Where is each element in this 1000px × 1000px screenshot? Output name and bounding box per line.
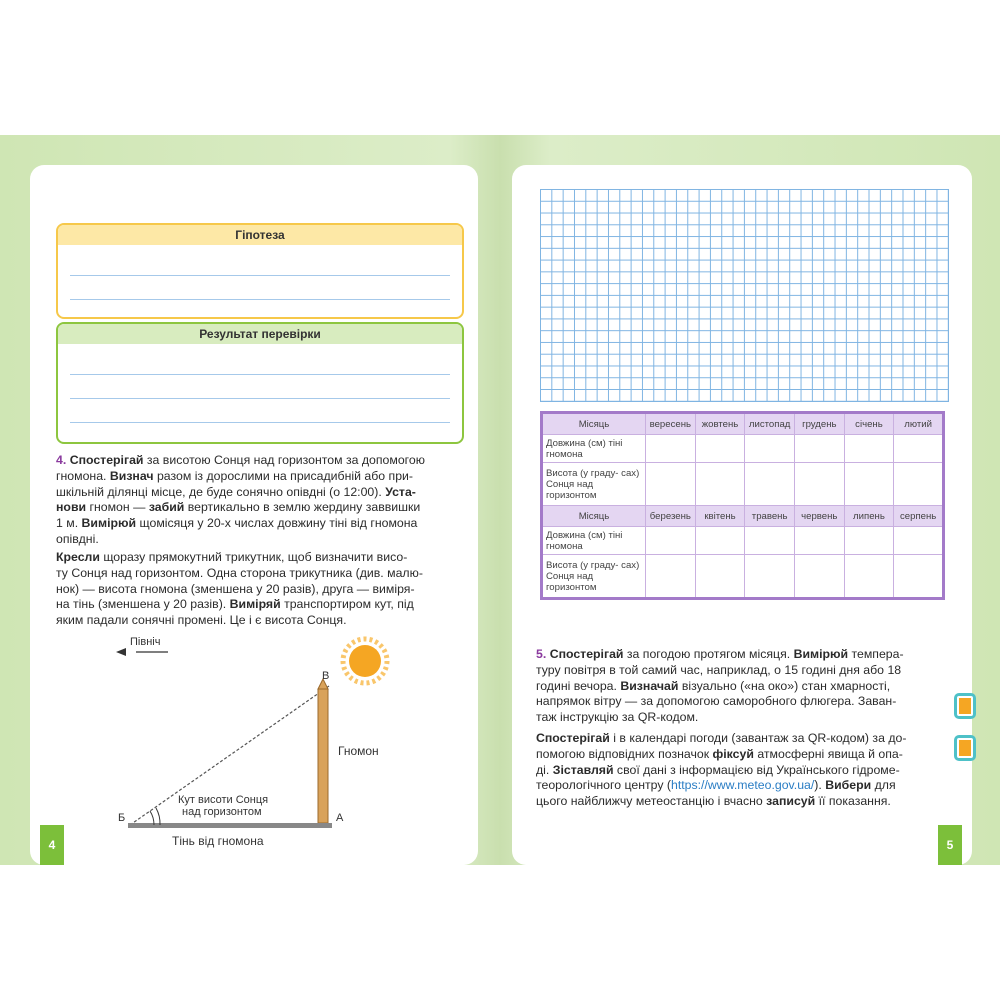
emphasis-text: Спостерігай (536, 731, 610, 745)
body-text: теорологічного центру ( (536, 778, 671, 793)
emphasis-text: Вимірюй (793, 647, 849, 661)
page-number-left: 4 (40, 825, 64, 865)
writing-line[interactable] (70, 398, 450, 399)
table-input-cell[interactable] (695, 435, 745, 463)
body-text: гномон — (86, 500, 149, 515)
table-header-cell: липень (844, 506, 894, 527)
observation-table (540, 411, 945, 600)
body-text: темпера- (848, 647, 904, 661)
table-header-cell: січень (844, 413, 894, 435)
table-input-cell[interactable] (894, 527, 944, 555)
table-input-cell[interactable] (794, 527, 844, 555)
emphasis-text: Виміряй (229, 597, 281, 612)
hypothesis-title: Гіпотеза (58, 225, 462, 245)
writing-line[interactable] (70, 275, 450, 276)
table-header-cell: серпень (894, 506, 944, 527)
body-text: опівдні. (56, 531, 99, 546)
table-input-cell[interactable] (894, 435, 944, 463)
qr-code-icon[interactable] (954, 693, 976, 719)
body-text: за погодою протягом місяця. (623, 647, 794, 661)
row-label-shadow-length: Довжина (см) тіні гномона (542, 435, 646, 463)
body-text: туру повітря в той самий час, наприклад, о 15 годині дня або 18 (536, 662, 902, 677)
body-text: нок) — висота гномона (зменшена у 20 разів), друга — виміря- (56, 581, 415, 596)
emphasis-text: записуй (766, 794, 816, 809)
body-text: 1 м. (56, 516, 82, 531)
writing-line[interactable] (70, 422, 450, 423)
angle-label-2: над горизонтом (182, 806, 262, 818)
table-header-cell: листопад (745, 413, 795, 435)
point-b-label: B (322, 670, 330, 682)
graph-paper-grid[interactable] (540, 189, 949, 402)
table-input-cell[interactable] (844, 527, 894, 555)
table-input-cell[interactable] (695, 527, 745, 555)
body-text: її показання. (815, 794, 891, 809)
result-box (56, 322, 464, 444)
north-label: Північ (130, 636, 161, 648)
hypothesis-box (56, 223, 464, 319)
table-input-cell[interactable] (695, 555, 745, 599)
table-header-cell: грудень (794, 413, 844, 435)
table-input-cell[interactable] (844, 555, 894, 599)
task-4-paragraph-1 (56, 453, 466, 548)
gnomon-diagram (30, 627, 478, 857)
body-text: помогою відповідних позначок (536, 746, 713, 761)
body-text: для (871, 778, 896, 793)
left-page (30, 165, 478, 865)
emphasis-text: Визнач (109, 468, 154, 483)
body-text: ). (814, 778, 826, 793)
emphasis-text: Спостерігай (69, 453, 144, 467)
row-label-sun-height: Висота (у граду- сах) Сонця над горизонтом (542, 555, 646, 599)
task-4-paragraph-2 (56, 550, 466, 629)
body-text: вертикально в землю жердину заввишки (184, 500, 421, 515)
task-5-paragraph-1 (536, 647, 956, 726)
task-number: 5. (536, 647, 550, 661)
table-input-cell[interactable] (745, 463, 795, 506)
writing-line[interactable] (70, 299, 450, 300)
body-text: годині вечора. (536, 678, 621, 693)
body-text: напрямок вітру — за допомогою саморобного флюгера. Заван- (536, 694, 897, 709)
body-text: цього найближчу метеостанцію і вчасно (536, 794, 767, 809)
writing-line[interactable] (70, 374, 450, 375)
table-header-cell: червень (794, 506, 844, 527)
table-input-cell[interactable] (745, 527, 795, 555)
body-text: яким падали сонячні промені. Це і є висота Сонця. (56, 613, 347, 628)
table-header-cell: лютий (894, 413, 944, 435)
ground-hatch (128, 823, 332, 828)
row-label-shadow-length: Довжина (см) тіні гномона (542, 527, 646, 555)
body-text: ді. (536, 762, 553, 777)
table-header-cell: березень (646, 506, 696, 527)
body-text: ту Сонця над горизонтом. Одна сторона трикутника (див. малю- (56, 565, 423, 580)
body-text: візуально («на око») стан хмарності, (678, 678, 891, 693)
right-page (512, 165, 972, 865)
page-number-right: 5 (938, 825, 962, 865)
table-input-cell[interactable] (844, 463, 894, 506)
body-text: за висотою Сонця над горизонтом за допомогою (143, 453, 425, 467)
table-input-cell[interactable] (646, 435, 696, 463)
angle-label-1: Кут висоти Сонця (178, 794, 269, 806)
point-a-label: A (336, 812, 344, 824)
emphasis-text: Уста- (385, 484, 416, 499)
task-number: 4. (56, 453, 70, 467)
emphasis-text: Вимірюй (81, 516, 137, 531)
task-5-paragraph-2 (536, 731, 956, 810)
body-text: атмосферні явища й опа- (753, 746, 903, 761)
body-text: щоразу прямокутний трикутник, щоб визначити висо- (99, 550, 408, 564)
result-title: Результат перевірки (58, 324, 462, 344)
body-text: разом із дорослими на присадибній або при- (153, 468, 414, 483)
table-header-cell: вересень (646, 413, 696, 435)
gnomon-label: Гномон (338, 744, 379, 758)
body-text: гномона. (56, 468, 110, 483)
table-input-cell[interactable] (695, 463, 745, 506)
shadow-label: Тінь від гномона (172, 834, 264, 848)
table-input-cell[interactable] (894, 555, 944, 599)
table-header-cell: Місяць (542, 413, 646, 435)
table-input-cell[interactable] (894, 463, 944, 506)
gnomon-pole (318, 689, 328, 823)
emphasis-text: Спостерігай (549, 647, 624, 661)
body-text: щомісяця у 20-х числах довжину тіні від гномона (136, 516, 418, 531)
table-input-cell[interactable] (745, 435, 795, 463)
table-header-cell: квітень (695, 506, 745, 527)
meteo-link[interactable]: https://www.meteo.gov.ua/ (670, 778, 815, 793)
table-input-cell[interactable] (646, 555, 696, 599)
table-input-cell[interactable] (745, 555, 795, 599)
body-text: і в календарі погоди (завантаж за QR-кодом) за до- (609, 731, 907, 745)
table-header-cell: травень (745, 506, 795, 527)
point-bb-label: Б (118, 812, 126, 824)
table-input-cell[interactable] (646, 463, 696, 506)
table-input-cell[interactable] (844, 435, 894, 463)
row-label-sun-height: Висота (у граду- сах) Сонця над горизонтом (542, 463, 646, 506)
body-text: шкільній ділянці місце, де буде сонячно опівдні (о 12:00). (56, 484, 386, 499)
table-input-cell[interactable] (794, 435, 844, 463)
table-input-cell[interactable] (794, 463, 844, 506)
body-text: транспортиром кут, під (280, 597, 414, 612)
body-text: на тінь (зменшена у 20 разів). (56, 597, 230, 612)
emphasis-text: фіксуй (712, 746, 754, 761)
emphasis-text: Кресли (56, 550, 100, 564)
emphasis-text: забий (148, 500, 185, 515)
table-header-cell: жовтень (695, 413, 745, 435)
emphasis-text: Визначай (620, 678, 679, 693)
sun-icon (349, 645, 381, 677)
table-input-cell[interactable] (646, 527, 696, 555)
qr-code-icon[interactable] (954, 735, 976, 761)
table-header-cell: Місяць (542, 506, 646, 527)
table-input-cell[interactable] (794, 555, 844, 599)
emphasis-text: нови (56, 500, 87, 515)
emphasis-text: Зіставляй (552, 762, 614, 777)
book-spread (0, 135, 1000, 865)
emphasis-text: Вибери (825, 778, 872, 793)
body-text: свої дані з інформацією від Українського гідроме- (613, 762, 900, 777)
body-text: таж інструкцію за QR-кодом. (536, 710, 699, 725)
